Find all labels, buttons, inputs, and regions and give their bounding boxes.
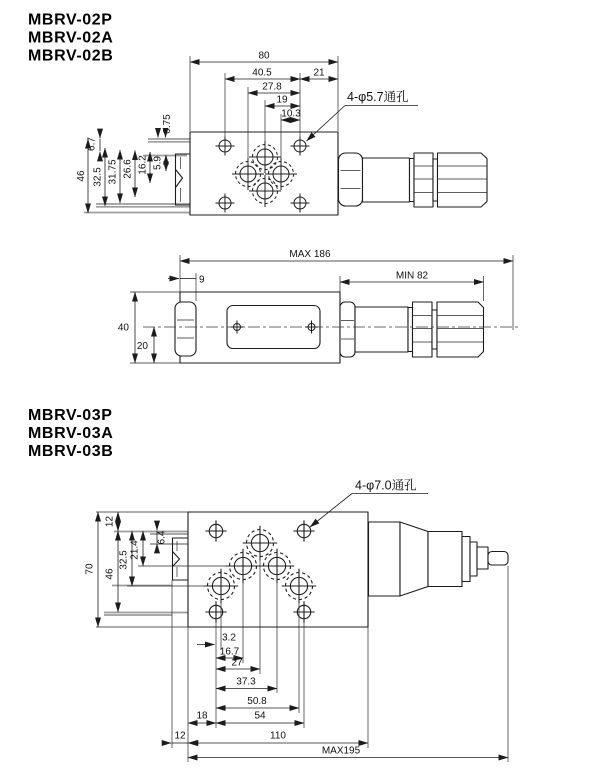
adjust-knob-outer <box>438 153 488 207</box>
model-label: MBRV-02P <box>28 11 113 29</box>
model-label: MBRV-03P <box>28 407 113 424</box>
dim-32-5: 32.5 <box>118 550 130 570</box>
dim-40: 40 <box>117 322 129 334</box>
dim-16-2: 16.2 <box>137 155 149 175</box>
dim-max-195: MAX195 <box>321 745 361 757</box>
dim-20: 20 <box>136 341 148 352</box>
dim-10-3: 10.3 <box>281 108 301 120</box>
dim-40-5: 40.5 <box>252 67 272 79</box>
side-view <box>130 292 518 363</box>
cone-section <box>400 522 428 596</box>
dim-16-7: 16.7 <box>219 646 240 658</box>
model-label: MBRV-02B <box>28 47 114 65</box>
dim-32-5: 32.5 <box>92 167 104 187</box>
model-label: MBRV-03B <box>28 443 114 460</box>
dim-27: 27 <box>231 657 243 669</box>
adjust-knob-inner <box>413 302 433 357</box>
dim-6-4: 6.4 <box>156 530 168 545</box>
dim-9: 9 <box>199 274 205 286</box>
dim-37-3: 37.3 <box>236 676 256 688</box>
dim-31-75: 31.75 <box>107 159 119 185</box>
dim-50-8: 50.8 <box>247 696 267 707</box>
hole-note-label: 4-φ7.0通孔 <box>355 478 417 493</box>
adjust-stem <box>488 552 508 566</box>
model-label: MBRV-02A <box>28 29 114 47</box>
hex-nut <box>340 302 355 357</box>
dim-80: 80 <box>258 50 270 62</box>
dim-46: 46 <box>76 170 87 182</box>
dim-26-6: 26.6 <box>122 159 134 179</box>
adjust-knob-inner <box>414 153 433 207</box>
dim-110: 110 <box>270 730 286 742</box>
neck-ring <box>408 308 413 352</box>
dim-3-2: 3.2 <box>222 632 236 644</box>
dim-21-4: 21.4 <box>129 540 141 560</box>
adjust-knob-outer <box>437 302 484 357</box>
dim-12-left: 12 <box>104 515 116 528</box>
dim-27-8: 27.8 <box>262 81 282 93</box>
dim-19: 19 <box>276 94 288 106</box>
locating-tab <box>176 154 191 205</box>
valve-sleeve <box>369 522 401 596</box>
dim-5-9: 5.9 <box>152 156 164 170</box>
dim-21: 21 <box>313 67 325 79</box>
cartridge-side <box>340 302 484 357</box>
valve-body-outline <box>188 512 368 627</box>
mbrv03-model-labels <box>28 407 113 460</box>
cartridge-side <box>369 522 509 596</box>
hex-nut <box>339 153 363 206</box>
model-label: MBRV-03A <box>28 425 114 442</box>
dim-max-186: MAX 186 <box>289 249 331 260</box>
end-plug-hex <box>175 302 196 356</box>
stem-block <box>477 547 488 569</box>
dim-46: 46 <box>104 568 116 580</box>
mbrv03-top-view <box>104 512 508 627</box>
knob-cylinder <box>428 532 462 587</box>
neck-ring <box>410 159 415 202</box>
neck-ring <box>432 310 437 349</box>
step-ring <box>470 542 477 576</box>
neck-ring <box>433 159 438 201</box>
dim-70: 70 <box>84 563 96 575</box>
dim-0-75: 0.75 <box>162 114 173 134</box>
dim-18: 18 <box>196 710 208 722</box>
dim-min-82: MIN 82 <box>395 270 429 282</box>
dim-12-bottom: 12 <box>174 730 186 742</box>
dim-54: 54 <box>254 710 266 722</box>
dim-6-7: 6.7 <box>86 137 98 151</box>
hole-note-label: 4-φ5.7通孔 <box>347 90 409 104</box>
mbrv02-model-labels <box>28 12 113 65</box>
valve-sleeve <box>363 158 410 202</box>
cartridge-side <box>339 153 488 207</box>
step-ring <box>462 537 470 582</box>
valve-sleeve <box>355 307 408 352</box>
